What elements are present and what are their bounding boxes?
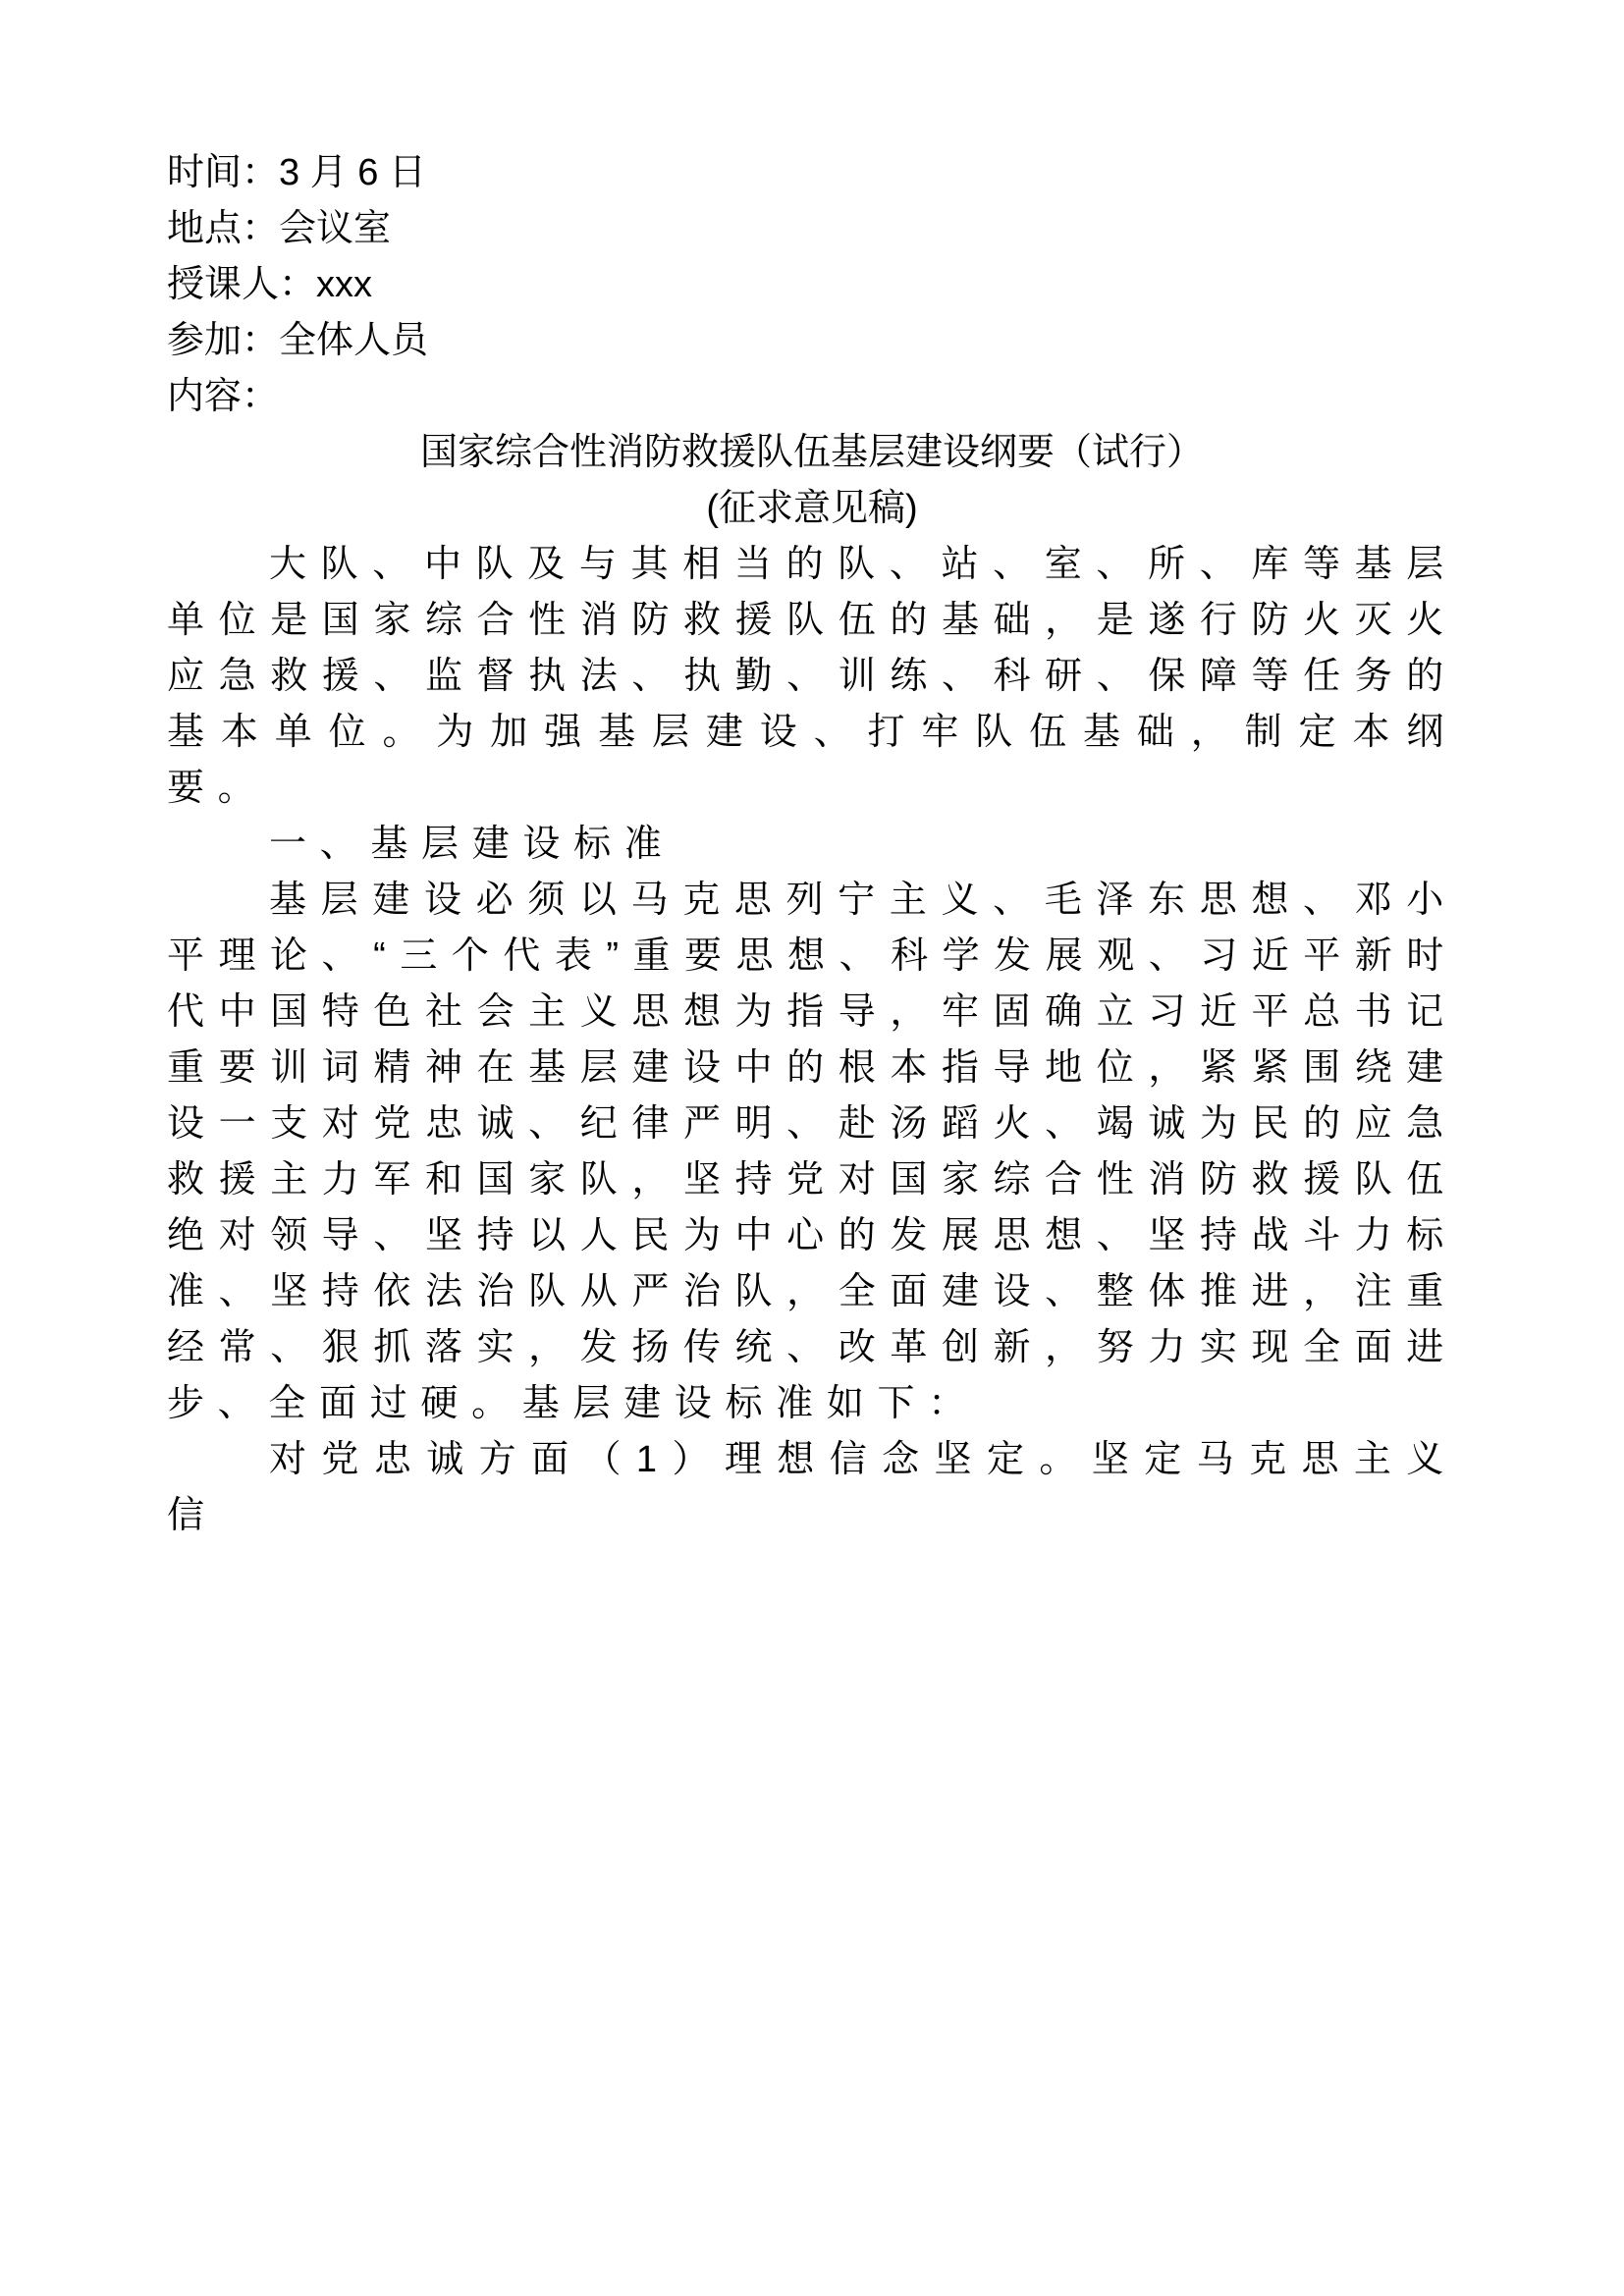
meta-time: 时间：3 月 6 日 — [167, 152, 426, 193]
document-title: 国家综合性消防救援队伍基层建设纲要（试行） — [419, 432, 1204, 473]
section-heading-1: 一、基层建设标准 — [269, 824, 676, 865]
meta-content-label: 内容： — [167, 376, 280, 417]
meta-participants: 参加：全体人员 — [167, 320, 429, 361]
paragraph-loyalty: 对党忠诚方面（1）理想信念坚定。坚定马克思主义信 — [167, 1439, 1457, 1536]
document-subtitle: (征求意见稿) — [706, 488, 918, 529]
meta-lecturer: 授课人：xxx — [167, 264, 373, 305]
meta-location: 地点：会议室 — [167, 208, 392, 249]
paragraph-section1: 基层建设必须以马克思列宁主义、毛泽东思想、邓小平理论、“三个代表”重要思想、科学发展观、习近平新时代中国特色社会主义思想为指导，牢固确立习近平总书记重要训词精神在基层建设中的根本指导地位，紧紧围绕建设一支对党忠诚、纪律严明、赴汤蹈火、竭诚为民的应急救援主力军和国家队，坚持党对国家综合性消防救援队伍绝对领导、坚持以人民为中心的发展思想、坚持战斗力标准、坚持依法治队从严治队，全面建设、整体推进，注重经常、狠抓落实，发扬传统、改革创新，努力实现全面进步、全面过硬。基层建设标准如下： — [167, 880, 1457, 1424]
paragraph-intro: 大队、中队及与其相当的队、站、室、所、库等基层单位是国家综合性消防救援队伍的基础，是遂行防火灭火应急救援、监督执法、执勤、训练、科研、保障等任务的基本单位。为加强基层建设、打牢队伍基础，制定本纲要。 — [167, 544, 1457, 809]
